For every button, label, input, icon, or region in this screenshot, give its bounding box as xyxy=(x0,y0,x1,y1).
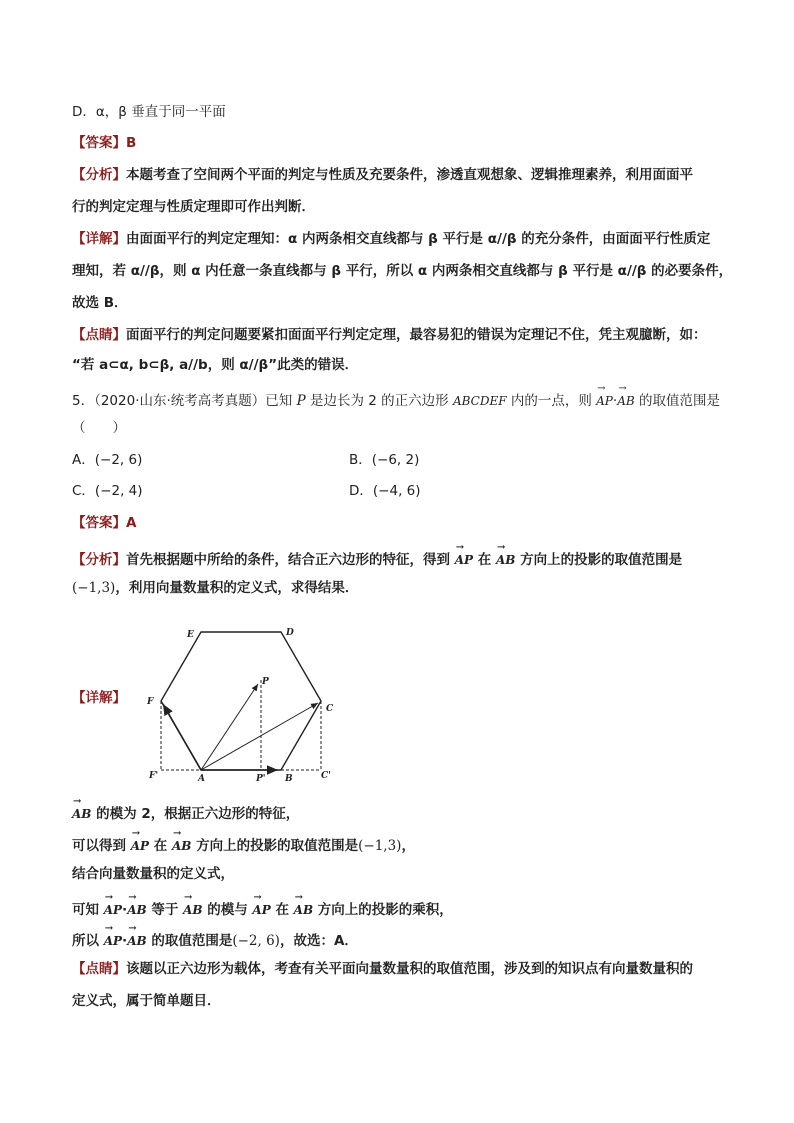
q5-detail-line1: → AB 的模为 2，根据正六边形的特征， xyxy=(72,800,299,824)
q4-comment-line2: “若 a⊂α, b⊂β, a//b，则 α//β”此类的错误． xyxy=(72,357,359,373)
q4-detail-line1: 【详解】由面面平行的判定定理知：α 内两条相交直线都与 β 平行是 α//β 的充分条件，由面面平行性质定 xyxy=(72,231,711,247)
label-e: E xyxy=(187,630,194,640)
q5-detail-line4: 可知 → AP·→ AB 等于 → AB 的模与 → AP 在 → AB 方向上的投影的乘积， xyxy=(72,896,453,920)
q5-option-a: A．(−2, 6) xyxy=(72,452,143,468)
label-f: F xyxy=(147,697,154,707)
label-c: C xyxy=(326,704,334,714)
vector-ap xyxy=(201,684,258,770)
q5-detail-line5: 所以 → AP·→ AB 的取值范围是(−2, 6)，故选：A． xyxy=(72,927,358,951)
q5-answer: 【答案】A xyxy=(72,515,137,531)
q5-detail-tag: 【详解】 xyxy=(72,690,126,706)
q5-detail-line2: 可以得到 → AP 在 → AB 方向上的投影的取值范围是(−1,3)， xyxy=(72,832,415,856)
q4-analysis-line2: 行的判定定理与性质定理即可作出判断． xyxy=(72,199,315,215)
q5-comment-line2: 定义式，属于简单题目． xyxy=(72,993,221,1009)
q5-option-c: C．(−2, 4) xyxy=(72,483,143,499)
vector-af xyxy=(163,704,201,770)
q4-comment-line1: 【点睛】面面平行的判定问题要紧扣面面平行判定定理，最容易犯的错误为定理记不住，凭主观臆断，如： xyxy=(72,327,707,343)
q4-analysis-line1: 【分析】本题考查了空间两个平面的判定与性质及充要条件，渗透直观想象、逻辑推理素养，利用面面平 xyxy=(72,167,693,183)
q5-stem-line1: 5．（2020·山东·统考高考真题）已知 P 是边长为 2 的正六边形 ABCDEF 内的一点，则 → AP·→ AB 的取值范围是 xyxy=(72,387,720,411)
hexagon-shape xyxy=(161,632,321,770)
label-a: A xyxy=(198,774,205,784)
q4-detail-line3: 故选 B． xyxy=(72,295,128,311)
q5-detail-line3: 结合向量数量积的定义式， xyxy=(72,866,234,882)
q4-detail-line2: 理知，若 α//β，则 α 内任意一条直线都与 β 平行，所以 α 内两条相交直线都与 β 平行是 α//β 的必要条件， xyxy=(72,263,733,279)
q5-option-d: D．(−4, 6) xyxy=(349,483,421,499)
q5-option-b: B．(−6, 2) xyxy=(349,452,420,468)
label-b: B xyxy=(285,774,293,784)
label-p: P xyxy=(262,677,269,687)
q4-answer: 【答案】B xyxy=(72,135,137,151)
label-cp: C' xyxy=(321,771,331,781)
q5-analysis-line1: 【分析】首先根据题中所给的条件，结合正六边形的特征，得到 → AP 在 → AB 方向上的投影的取值范围是 xyxy=(72,546,682,570)
label-fp: F' xyxy=(149,771,159,781)
hexagon-diagram xyxy=(140,620,340,785)
q5-comment-line1: 【点睛】该题以正六边形为载体，考查有关平面向量数量积的取值范围，涉及到的知识点有向量数量积的 xyxy=(72,961,693,977)
q5-stem-line2: （ ） xyxy=(72,420,126,436)
label-pp: P' xyxy=(256,774,266,784)
label-d: D xyxy=(286,628,294,638)
q4-option-d: D．α，β 垂直于同一平面 xyxy=(72,104,226,120)
q5-analysis-line2: (−1,3)，利用向量数量积的定义式，求得结果． xyxy=(72,580,359,596)
